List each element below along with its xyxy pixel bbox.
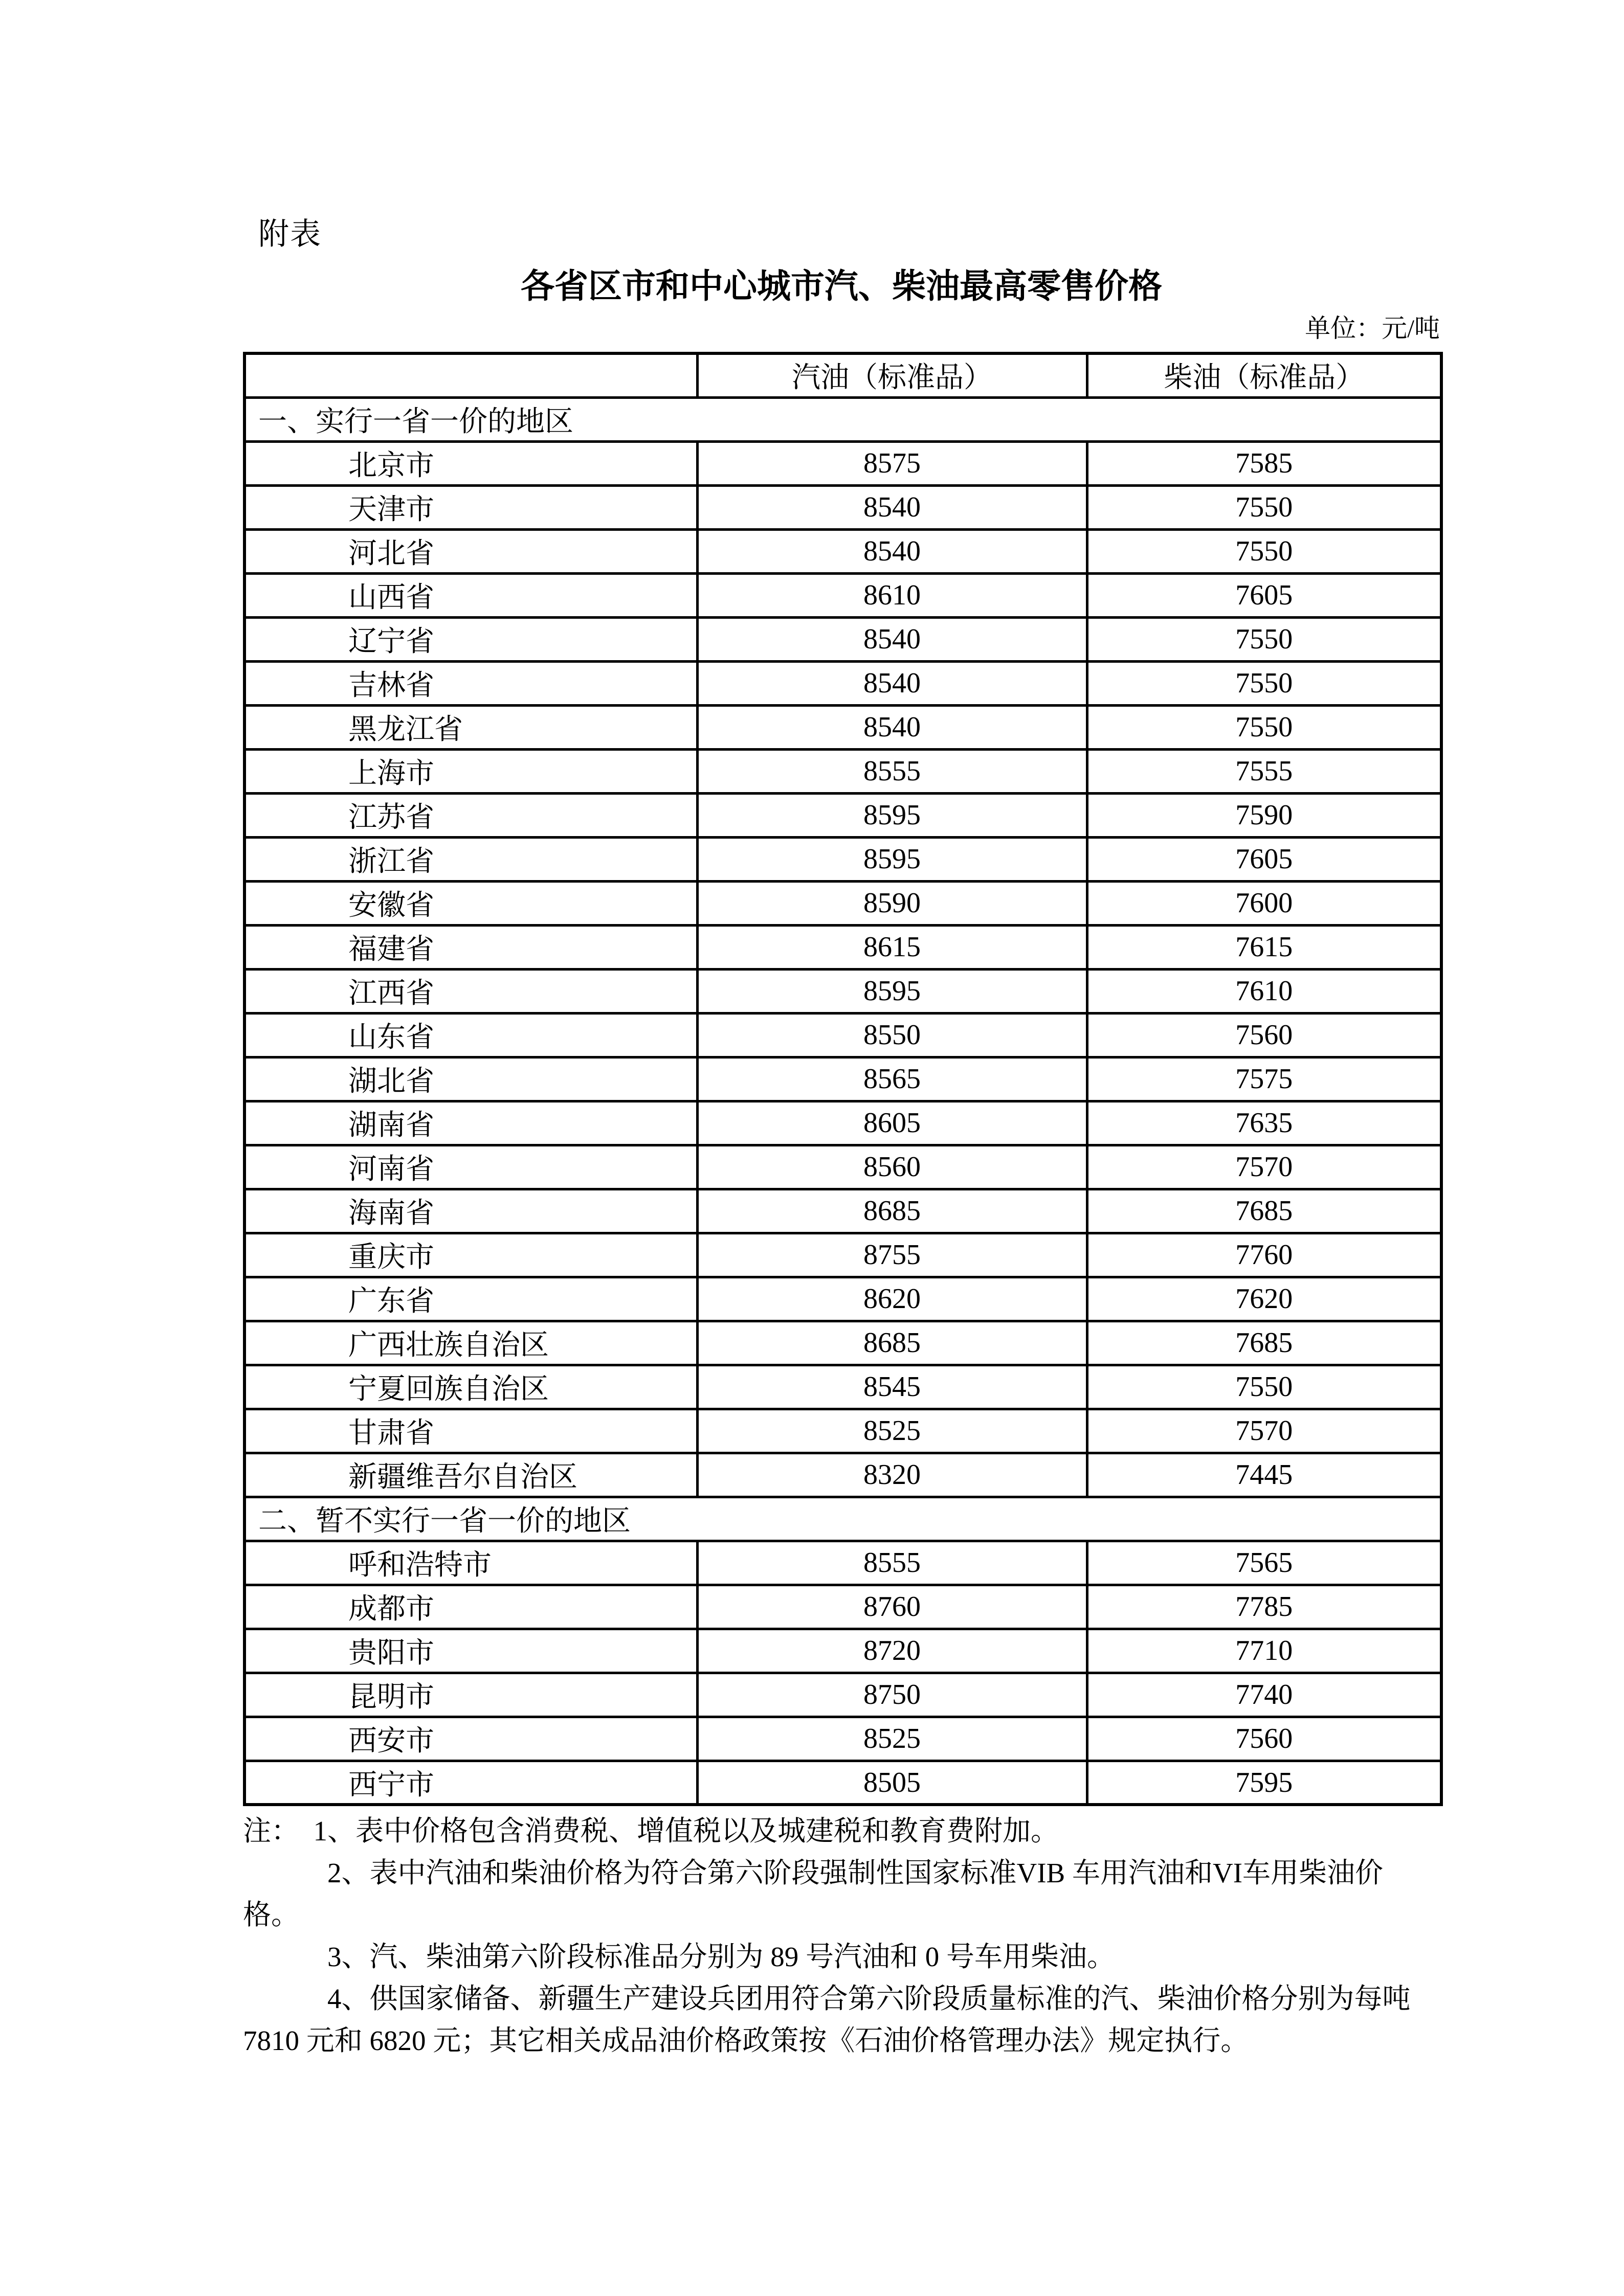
diesel-price-cell: 7685: [1087, 1321, 1441, 1365]
gasoline-price-cell: 8685: [697, 1189, 1087, 1233]
table-row: [244, 529, 1441, 573]
region-cell: 辽宁省: [244, 617, 697, 661]
region-cell: 北京市: [244, 441, 697, 485]
gasoline-price-cell: 8525: [697, 1717, 1087, 1761]
diesel-price-cell: 7760: [1087, 1233, 1441, 1277]
region-cell: 宁夏回族自治区: [244, 1365, 697, 1409]
table-row: [244, 837, 1441, 881]
note-line: 格。: [243, 1899, 300, 1930]
table-row: [244, 1189, 1441, 1233]
gasoline-price-cell: 8560: [697, 1145, 1087, 1189]
table-row: [244, 485, 1441, 529]
diesel-price-cell: 7560: [1087, 1717, 1441, 1761]
diesel-price-cell: 7785: [1087, 1585, 1441, 1629]
region-cell: 广西壮族自治区: [244, 1321, 697, 1365]
appendix-label: 附表: [258, 217, 322, 251]
gasoline-price-cell: 8590: [697, 881, 1087, 925]
table-row: [244, 441, 1441, 485]
note-line: 3、汽、柴油第六阶段标准品分别为 89 号汽油和 0 号车用柴油。: [327, 1941, 1116, 1972]
gasoline-price-cell: 8595: [697, 793, 1087, 837]
price-table: [243, 352, 1443, 1806]
table-row: [244, 1145, 1441, 1189]
table-row: [244, 1717, 1441, 1761]
diesel-price-cell: 7710: [1087, 1629, 1441, 1673]
diesel-price-cell: 7570: [1087, 1145, 1441, 1189]
gasoline-price-cell: 8595: [697, 969, 1087, 1013]
table-row: [244, 617, 1441, 661]
region-cell: 海南省: [244, 1189, 697, 1233]
gasoline-price-cell: 8540: [697, 529, 1087, 573]
page-title: 各省区市和中心城市汽、柴油最高零售价格: [521, 267, 1162, 305]
diesel-price-cell: 7635: [1087, 1101, 1441, 1145]
gasoline-price-cell: 8685: [697, 1321, 1087, 1365]
note-line: 注： 1、表中价格包含消费税、增值税以及城建税和教育费附加。: [243, 1815, 1059, 1847]
region-cell: 成都市: [244, 1585, 697, 1629]
gasoline-price-cell: 8760: [697, 1585, 1087, 1629]
unit-label: 单位：元/吨: [1305, 314, 1440, 343]
diesel-price-cell: 7555: [1087, 749, 1441, 793]
diesel-price-cell: 7550: [1087, 705, 1441, 749]
note-line: 2、表中汽油和柴油价格为符合第六阶段强制性国家标准VIB 车用汽油和VI车用柴油价: [327, 1857, 1384, 1888]
col-header-region: [244, 353, 697, 397]
section-heading: 二、暂不实行一省一价的地区: [244, 1497, 1441, 1541]
table-row: [244, 881, 1441, 925]
diesel-price-cell: 7565: [1087, 1541, 1441, 1585]
table-header-row: [244, 353, 1441, 397]
region-cell: 呼和浩特市: [244, 1541, 697, 1585]
gasoline-price-cell: 8555: [697, 1541, 1087, 1585]
diesel-price-cell: 7550: [1087, 529, 1441, 573]
gasoline-price-cell: 8615: [697, 925, 1087, 969]
table-row: [244, 1101, 1441, 1145]
diesel-price-cell: 7575: [1087, 1057, 1441, 1101]
gasoline-price-cell: 8565: [697, 1057, 1087, 1101]
col-header-diesel: 柴油（标准品）: [1087, 353, 1441, 397]
gasoline-price-cell: 8620: [697, 1277, 1087, 1321]
table-row: [244, 705, 1441, 749]
table-row: [244, 1453, 1441, 1497]
region-cell: 江西省: [244, 969, 697, 1013]
gasoline-price-cell: 8505: [697, 1761, 1087, 1805]
diesel-price-cell: 7600: [1087, 881, 1441, 925]
region-cell: 重庆市: [244, 1233, 697, 1277]
table-row: [244, 1541, 1441, 1585]
gasoline-price-cell: 8750: [697, 1673, 1087, 1717]
region-cell: 广东省: [244, 1277, 697, 1321]
gasoline-price-cell: 8320: [697, 1453, 1087, 1497]
diesel-price-cell: 7590: [1087, 793, 1441, 837]
section-header-row: [244, 1497, 1441, 1541]
region-cell: 天津市: [244, 485, 697, 529]
notes: [243, 1810, 1471, 2062]
gasoline-price-cell: 8720: [697, 1629, 1087, 1673]
region-cell: 贵阳市: [244, 1629, 697, 1673]
region-cell: 河南省: [244, 1145, 697, 1189]
diesel-price-cell: 7445: [1087, 1453, 1441, 1497]
gasoline-price-cell: 8755: [697, 1233, 1087, 1277]
gasoline-price-cell: 8555: [697, 749, 1087, 793]
diesel-price-cell: 7740: [1087, 1673, 1441, 1717]
region-cell: 山西省: [244, 573, 697, 617]
table-row: [244, 1057, 1441, 1101]
table-row: [244, 1321, 1441, 1365]
table-row: [244, 661, 1441, 705]
gasoline-price-cell: 8540: [697, 705, 1087, 749]
gasoline-price-cell: 8540: [697, 485, 1087, 529]
table-row: [244, 749, 1441, 793]
diesel-price-cell: 7605: [1087, 573, 1441, 617]
table-row: [244, 793, 1441, 837]
table-row: [244, 1629, 1441, 1673]
diesel-price-cell: 7585: [1087, 441, 1441, 485]
col-header-gasoline: 汽油（标准品）: [697, 353, 1087, 397]
table-row: [244, 573, 1441, 617]
diesel-price-cell: 7550: [1087, 485, 1441, 529]
table-row: [244, 969, 1441, 1013]
note-line: 4、供国家储备、新疆生产建设兵团用符合第六阶段质量标准的汽、柴油价格分别为每吨: [327, 1983, 1411, 2014]
region-cell: 上海市: [244, 749, 697, 793]
gasoline-price-cell: 8545: [697, 1365, 1087, 1409]
table-row: [244, 1013, 1441, 1057]
section-heading: 一、实行一省一价的地区: [244, 397, 1441, 441]
diesel-price-cell: 7685: [1087, 1189, 1441, 1233]
region-cell: 山东省: [244, 1013, 697, 1057]
diesel-price-cell: 7610: [1087, 969, 1441, 1013]
table-row: [244, 1585, 1441, 1629]
gasoline-price-cell: 8540: [697, 617, 1087, 661]
table-row: [244, 1233, 1441, 1277]
gasoline-price-cell: 8575: [697, 441, 1087, 485]
table-row: [244, 925, 1441, 969]
region-cell: 福建省: [244, 925, 697, 969]
diesel-price-cell: 7550: [1087, 1365, 1441, 1409]
gasoline-price-cell: 8550: [697, 1013, 1087, 1057]
gasoline-price-cell: 8525: [697, 1409, 1087, 1453]
diesel-price-cell: 7560: [1087, 1013, 1441, 1057]
region-cell: 西安市: [244, 1717, 697, 1761]
region-cell: 新疆维吾尔自治区: [244, 1453, 697, 1497]
gasoline-price-cell: 8540: [697, 661, 1087, 705]
gasoline-price-cell: 8610: [697, 573, 1087, 617]
diesel-price-cell: 7620: [1087, 1277, 1441, 1321]
table-row: [244, 1365, 1441, 1409]
region-cell: 湖南省: [244, 1101, 697, 1145]
diesel-price-cell: 7550: [1087, 661, 1441, 705]
diesel-price-cell: 7615: [1087, 925, 1441, 969]
note-line: 7810 元和 6820 元；其它相关成品油价格政策按《石油价格管理办法》规定执行。: [243, 2025, 1249, 2056]
region-cell: 吉林省: [244, 661, 697, 705]
region-cell: 浙江省: [244, 837, 697, 881]
region-cell: 西宁市: [244, 1761, 697, 1805]
table-row: [244, 1277, 1441, 1321]
section-header-row: [244, 397, 1441, 441]
gasoline-price-cell: 8605: [697, 1101, 1087, 1145]
region-cell: 河北省: [244, 529, 697, 573]
region-cell: 安徽省: [244, 881, 697, 925]
table-row: [244, 1761, 1441, 1805]
region-cell: 甘肃省: [244, 1409, 697, 1453]
table-row: [244, 1409, 1441, 1453]
region-cell: 江苏省: [244, 793, 697, 837]
table-row: [244, 1673, 1441, 1717]
diesel-price-cell: 7605: [1087, 837, 1441, 881]
gasoline-price-cell: 8595: [697, 837, 1087, 881]
diesel-price-cell: 7550: [1087, 617, 1441, 661]
region-cell: 昆明市: [244, 1673, 697, 1717]
region-cell: 黑龙江省: [244, 705, 697, 749]
diesel-price-cell: 7570: [1087, 1409, 1441, 1453]
diesel-price-cell: 7595: [1087, 1761, 1441, 1805]
region-cell: 湖北省: [244, 1057, 697, 1101]
